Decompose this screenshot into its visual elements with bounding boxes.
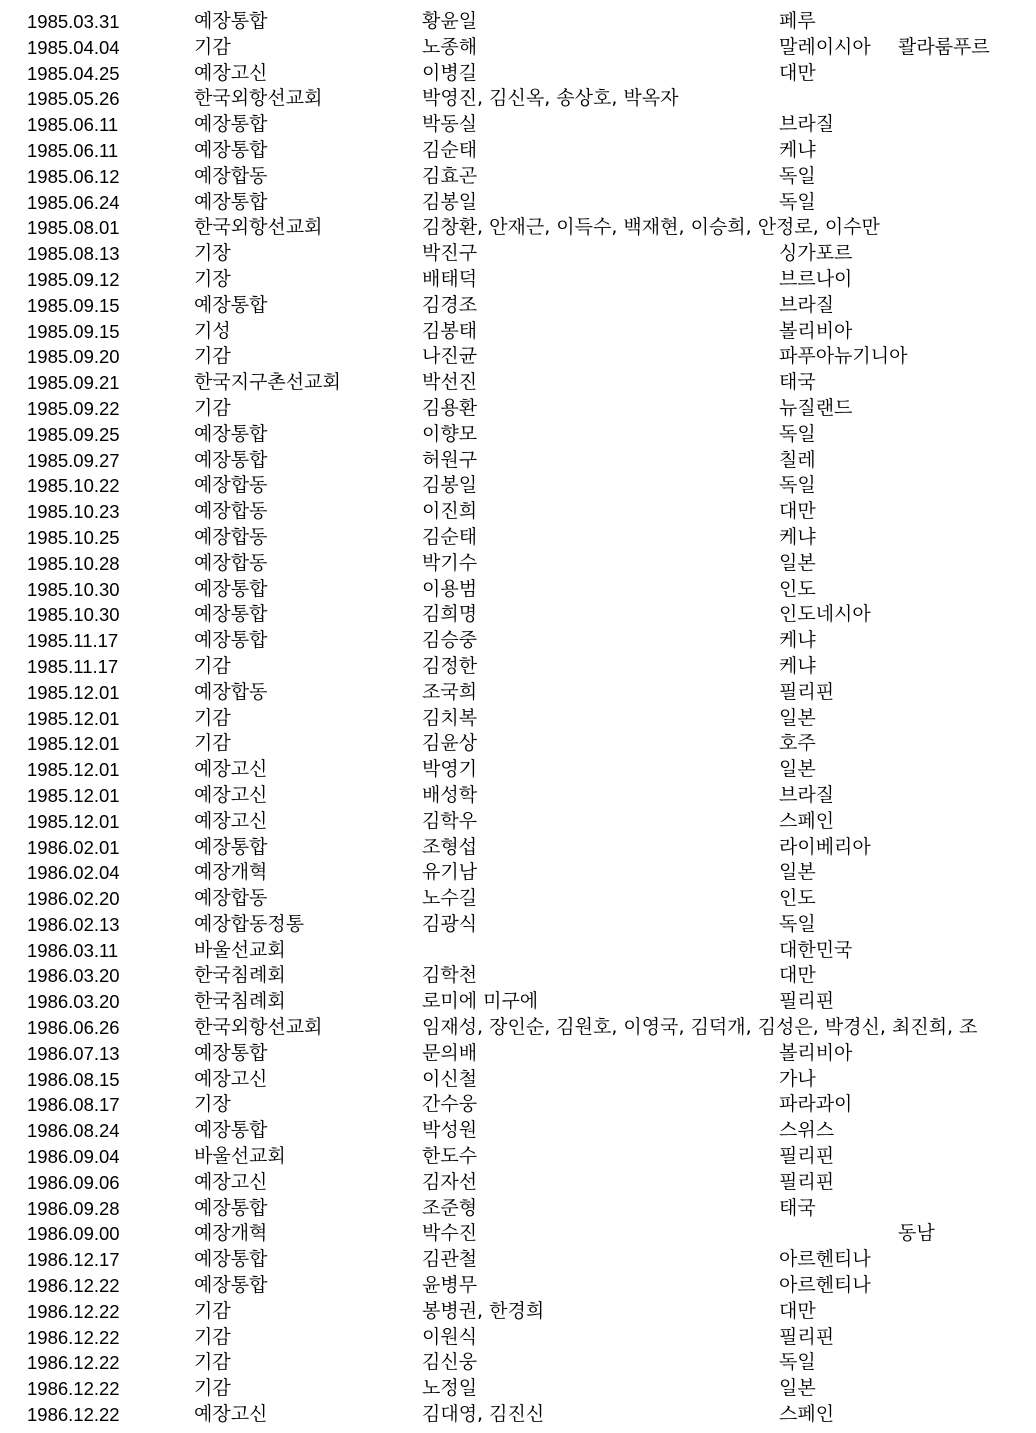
record-row xyxy=(0,1118,1036,1144)
record-country: 뉴질랜드 xyxy=(779,396,853,419)
record-row xyxy=(0,138,1036,164)
record-date: 1985.10.30 xyxy=(27,578,120,600)
record-names: 이향모 xyxy=(422,422,478,445)
record-country: 싱가포르 xyxy=(779,242,853,265)
record-organization: 기감 xyxy=(194,345,231,368)
record-country: 볼리비아 xyxy=(779,1041,853,1064)
record-date: 1985.06.24 xyxy=(27,191,120,213)
record-organization: 예장합동 xyxy=(194,551,268,574)
record-date: 1985.09.15 xyxy=(27,320,120,342)
record-country: 필리핀 xyxy=(779,1145,835,1168)
record-row xyxy=(0,344,1036,370)
record-country: 대만 xyxy=(779,964,816,987)
record-organization: 한국외항선교회 xyxy=(194,87,323,110)
record-names: 봉병권, 한경희 xyxy=(422,1299,545,1322)
record-row xyxy=(0,396,1036,422)
record-date: 1985.10.23 xyxy=(27,501,120,523)
record-date: 1986.08.15 xyxy=(27,1068,120,1090)
record-names: 김자선 xyxy=(422,1170,478,1193)
record-date: 1985.09.12 xyxy=(27,268,120,290)
record-organization: 예장고신 xyxy=(194,1403,268,1426)
record-row xyxy=(0,860,1036,886)
record-date: 1986.07.13 xyxy=(27,1042,120,1064)
record-country: 케냐 xyxy=(779,654,816,677)
record-row xyxy=(0,1350,1036,1376)
record-names: 이원식 xyxy=(422,1325,478,1348)
record-organization: 한국외항선교회 xyxy=(194,1016,323,1039)
record-names: 김봉태 xyxy=(422,319,478,342)
record-row xyxy=(0,499,1036,525)
record-names: 노종해 xyxy=(422,35,478,58)
record-organization: 예장고신 xyxy=(194,809,268,832)
record-date: 1985.09.25 xyxy=(27,423,120,445)
record-country: 브라질 xyxy=(779,113,835,136)
record-names: 김순태 xyxy=(422,525,478,548)
record-names: 박영기 xyxy=(422,758,478,781)
record-country: 대만 xyxy=(779,500,816,523)
record-country: 케냐 xyxy=(779,629,816,652)
record-organization: 예장통합 xyxy=(194,138,268,161)
record-names: 김학천 xyxy=(422,964,478,987)
record-date: 1985.11.17 xyxy=(27,655,119,677)
record-country: 브라질 xyxy=(779,293,835,316)
record-row xyxy=(0,1196,1036,1222)
record-country: 말레이시아 xyxy=(779,35,871,58)
record-country: 브라질 xyxy=(779,783,835,806)
record-organization: 예장통합 xyxy=(194,1248,268,1271)
record-organization: 기장 xyxy=(194,267,231,290)
record-country: 칠레 xyxy=(779,448,816,471)
record-names: 윤병무 xyxy=(422,1274,478,1297)
record-country: 파라과이 xyxy=(779,1093,853,1116)
record-organization: 바울선교회 xyxy=(194,938,286,961)
record-organization: 기감 xyxy=(194,732,231,755)
record-date: 1986.09.06 xyxy=(27,1171,120,1193)
record-row xyxy=(0,473,1036,499)
record-names: 조국희 xyxy=(422,680,478,703)
record-row xyxy=(0,1247,1036,1273)
record-names: 김용환 xyxy=(422,396,478,419)
record-date: 1985.11.17 xyxy=(27,630,119,652)
record-country: 일본 xyxy=(779,706,816,729)
record-names: 한도수 xyxy=(422,1145,478,1168)
record-organization: 예장고신 xyxy=(194,783,268,806)
record-names: 김신웅 xyxy=(422,1351,478,1374)
record-date: 1985.12.01 xyxy=(27,681,120,703)
record-organization: 한국지구촌선교회 xyxy=(194,371,341,394)
record-country: 일본 xyxy=(779,758,816,781)
record-row xyxy=(0,1325,1036,1351)
record-names: 나진균 xyxy=(422,345,478,368)
record-country: 필리핀 xyxy=(779,1170,835,1193)
record-row xyxy=(0,809,1036,835)
record-country: 일본 xyxy=(779,861,816,884)
record-date: 1986.08.24 xyxy=(27,1120,120,1142)
record-country: 페루 xyxy=(779,10,816,32)
record-row xyxy=(0,448,1036,474)
record-row xyxy=(0,370,1036,396)
record-country: 필리핀 xyxy=(779,990,835,1013)
record-country: 일본 xyxy=(779,1377,816,1400)
record-date: 1985.06.11 xyxy=(27,114,119,136)
record-row xyxy=(0,989,1036,1015)
record-organization: 기감 xyxy=(194,396,231,419)
record-names: 김창환, 안재근, 이득수, 백재현, 이승희, 안정로, 이수만 xyxy=(422,216,880,239)
record-row xyxy=(0,525,1036,551)
record-date: 1985.12.01 xyxy=(27,810,120,832)
record-organization: 기감 xyxy=(194,1299,231,1322)
record-names: 김대영, 김진신 xyxy=(422,1403,545,1426)
record-country: 브르나이 xyxy=(779,267,853,290)
record-row xyxy=(0,293,1036,319)
record-country: 스페인 xyxy=(779,809,835,832)
record-names: 황윤일 xyxy=(422,10,478,32)
record-date: 1986.03.20 xyxy=(27,965,120,987)
record-row xyxy=(0,912,1036,938)
record-organization: 예장통합 xyxy=(194,577,268,600)
record-date: 1986.12.22 xyxy=(27,1326,120,1348)
record-country: 일본 xyxy=(779,551,816,574)
record-list xyxy=(0,9,1036,1428)
record-organization: 예장통합 xyxy=(194,603,268,626)
record-date: 1985.04.04 xyxy=(27,36,120,58)
record-country: 독일 xyxy=(779,190,816,213)
record-row xyxy=(0,886,1036,912)
record-row xyxy=(0,1299,1036,1325)
record-row xyxy=(0,35,1036,61)
record-row xyxy=(0,1273,1036,1299)
record-country: 필리핀 xyxy=(779,680,835,703)
record-country: 독일 xyxy=(779,422,816,445)
record-row xyxy=(0,1376,1036,1402)
record-extra: 콸라룸푸르 xyxy=(898,35,990,58)
record-organization: 기감 xyxy=(194,706,231,729)
record-date: 1986.09.28 xyxy=(27,1197,120,1219)
record-row xyxy=(0,1144,1036,1170)
record-row xyxy=(0,1221,1036,1247)
record-organization: 한국침례회 xyxy=(194,964,286,987)
record-date: 1986.02.01 xyxy=(27,836,120,858)
record-names: 조준형 xyxy=(422,1196,478,1219)
record-country: 볼리비아 xyxy=(779,319,853,342)
record-country: 라이베리아 xyxy=(779,835,871,858)
record-organization: 예장통합 xyxy=(194,1119,268,1142)
record-date: 1985.12.01 xyxy=(27,707,120,729)
record-names: 조형섭 xyxy=(422,835,478,858)
record-date: 1986.12.22 xyxy=(27,1300,120,1322)
record-date: 1985.12.01 xyxy=(27,733,120,755)
record-country: 인도 xyxy=(779,887,816,910)
record-organization: 기감 xyxy=(194,1325,231,1348)
record-date: 1986.12.17 xyxy=(27,1249,120,1271)
record-country: 대만 xyxy=(779,61,816,84)
record-row xyxy=(0,1041,1036,1067)
record-date: 1986.12.22 xyxy=(27,1275,120,1297)
record-date: 1985.09.22 xyxy=(27,397,120,419)
record-names: 로미에 미구에 xyxy=(422,990,539,1013)
record-names: 김광식 xyxy=(422,912,478,935)
record-row xyxy=(0,938,1036,964)
record-organization: 예장통합 xyxy=(194,190,268,213)
record-date: 1986.03.11 xyxy=(27,939,119,961)
record-organization: 예장합동 xyxy=(194,474,268,497)
record-names: 임재성, 장인순, 김원호, 이영국, 김덕개, 김성은, 박경신, 최진희, 조 xyxy=(422,1016,978,1039)
record-row xyxy=(0,9,1036,35)
record-names: 김치복 xyxy=(422,706,478,729)
record-organization: 예장합동 xyxy=(194,680,268,703)
record-organization: 기장 xyxy=(194,242,231,265)
record-names: 김봉일 xyxy=(422,474,478,497)
record-country: 필리핀 xyxy=(779,1325,835,1348)
record-row xyxy=(0,1170,1036,1196)
record-date: 1985.04.25 xyxy=(27,62,120,84)
record-organization: 예장합동 xyxy=(194,887,268,910)
record-names: 김승중 xyxy=(422,629,478,652)
record-organization: 예장개혁 xyxy=(194,861,268,884)
record-date: 1985.09.15 xyxy=(27,294,120,316)
record-names: 유기남 xyxy=(422,861,478,884)
record-organization: 기감 xyxy=(194,35,231,58)
record-country: 독일 xyxy=(779,912,816,935)
record-country: 태국 xyxy=(779,1196,816,1219)
record-organization: 예장합동 xyxy=(194,525,268,548)
record-country: 호주 xyxy=(779,732,816,755)
record-names: 김윤상 xyxy=(422,732,478,755)
record-row xyxy=(0,422,1036,448)
record-row xyxy=(0,783,1036,809)
record-row xyxy=(0,577,1036,603)
record-organization: 예장합동 xyxy=(194,500,268,523)
record-row xyxy=(0,731,1036,757)
record-organization: 기감 xyxy=(194,654,231,677)
record-row xyxy=(0,319,1036,345)
record-country: 케냐 xyxy=(779,525,816,548)
record-country: 대만 xyxy=(779,1299,816,1322)
record-date: 1986.08.17 xyxy=(27,1094,120,1116)
record-date: 1985.09.20 xyxy=(27,346,120,368)
record-country: 가나 xyxy=(779,1067,816,1090)
record-row xyxy=(0,680,1036,706)
record-names: 이신철 xyxy=(422,1067,478,1090)
record-names: 박수진 xyxy=(422,1222,478,1245)
record-date: 1986.12.22 xyxy=(27,1378,120,1400)
record-row xyxy=(0,628,1036,654)
record-organization: 한국외항선교회 xyxy=(194,216,323,239)
record-organization: 예장통합 xyxy=(194,293,268,316)
record-organization: 예장통합 xyxy=(194,448,268,471)
record-date: 1986.12.22 xyxy=(27,1404,120,1426)
record-date: 1985.09.27 xyxy=(27,449,120,471)
record-country: 아르헨티나 xyxy=(779,1248,871,1271)
record-date: 1985.12.01 xyxy=(27,759,120,781)
record-country: 스페인 xyxy=(779,1403,835,1426)
record-organization: 기장 xyxy=(194,1093,231,1116)
record-organization: 바울선교회 xyxy=(194,1145,286,1168)
record-organization: 예장통합 xyxy=(194,1274,268,1297)
record-names: 문의배 xyxy=(422,1041,478,1064)
record-date: 1985.12.01 xyxy=(27,784,120,806)
record-names: 김순태 xyxy=(422,138,478,161)
record-names: 김봉일 xyxy=(422,190,478,213)
record-country: 아르헨티나 xyxy=(779,1274,871,1297)
record-country: 파푸아뉴기니아 xyxy=(779,345,908,368)
record-date: 1985.10.30 xyxy=(27,604,120,626)
record-names: 박동실 xyxy=(422,113,478,136)
record-row xyxy=(0,757,1036,783)
record-country: 대한민국 xyxy=(779,938,853,961)
record-row xyxy=(0,1067,1036,1093)
record-organization: 예장통합 xyxy=(194,835,268,858)
record-row xyxy=(0,190,1036,216)
record-names: 이병길 xyxy=(422,61,478,84)
record-row xyxy=(0,706,1036,732)
record-country: 케냐 xyxy=(779,138,816,161)
record-row xyxy=(0,215,1036,241)
record-row xyxy=(0,654,1036,680)
record-country: 독일 xyxy=(779,1351,816,1374)
record-names: 이진희 xyxy=(422,500,478,523)
record-country: 인도 xyxy=(779,577,816,600)
record-country: 스위스 xyxy=(779,1119,835,1142)
record-organization: 예장통합 xyxy=(194,1196,268,1219)
record-organization: 예장통합 xyxy=(194,113,268,136)
record-organization: 예장통합 xyxy=(194,422,268,445)
record-row xyxy=(0,1015,1036,1041)
record-organization: 기성 xyxy=(194,319,231,342)
record-names: 김경조 xyxy=(422,293,478,316)
record-organization: 예장고신 xyxy=(194,758,268,781)
record-names: 김관철 xyxy=(422,1248,478,1271)
record-organization: 예장고신 xyxy=(194,61,268,84)
record-row xyxy=(0,61,1036,87)
record-organization: 예장통합 xyxy=(194,10,268,32)
record-country: 독일 xyxy=(779,474,816,497)
record-names: 허원구 xyxy=(422,448,478,471)
record-date: 1986.06.26 xyxy=(27,1017,120,1039)
record-row xyxy=(0,112,1036,138)
record-row xyxy=(0,963,1036,989)
record-date: 1985.08.13 xyxy=(27,243,120,265)
record-organization: 예장개혁 xyxy=(194,1222,268,1245)
record-organization: 예장합동 xyxy=(194,164,268,187)
record-organization: 예장고신 xyxy=(194,1170,268,1193)
record-date: 1986.12.22 xyxy=(27,1352,120,1374)
record-date: 1986.02.20 xyxy=(27,888,120,910)
record-names: 김학우 xyxy=(422,809,478,832)
record-date: 1985.05.26 xyxy=(27,88,120,110)
record-names: 박진구 xyxy=(422,242,478,265)
record-organization: 기감 xyxy=(194,1351,231,1374)
record-row xyxy=(0,241,1036,267)
record-names: 박선진 xyxy=(422,371,478,394)
record-organization: 한국침례회 xyxy=(194,990,286,1013)
record-organization: 예장고신 xyxy=(194,1067,268,1090)
record-date: 1985.10.22 xyxy=(27,475,120,497)
record-date: 1986.09.00 xyxy=(27,1223,120,1245)
record-row xyxy=(0,1092,1036,1118)
record-names: 박성원 xyxy=(422,1119,478,1142)
record-organization: 기감 xyxy=(194,1377,231,1400)
record-names: 노수길 xyxy=(422,887,478,910)
record-date: 1986.02.04 xyxy=(27,862,120,884)
record-organization: 예장합동정통 xyxy=(194,912,305,935)
record-extra: 동남 xyxy=(898,1222,935,1245)
record-names: 김희명 xyxy=(422,603,478,626)
record-names: 배성학 xyxy=(422,783,478,806)
record-country: 태국 xyxy=(779,371,816,394)
record-row xyxy=(0,86,1036,112)
record-names: 박기수 xyxy=(422,551,478,574)
record-organization: 예장통합 xyxy=(194,1041,268,1064)
record-date: 1985.09.21 xyxy=(27,372,120,394)
record-date: 1985.06.11 xyxy=(27,139,119,161)
record-row xyxy=(0,164,1036,190)
record-row xyxy=(0,267,1036,293)
record-date: 1985.10.25 xyxy=(27,526,120,548)
record-date: 1985.03.31 xyxy=(27,11,120,32)
record-date: 1986.02.13 xyxy=(27,913,120,935)
record-row xyxy=(0,1402,1036,1428)
record-organization: 예장통합 xyxy=(194,629,268,652)
record-country: 독일 xyxy=(779,164,816,187)
record-names: 김효곤 xyxy=(422,164,478,187)
record-names: 이용범 xyxy=(422,577,478,600)
record-row xyxy=(0,602,1036,628)
record-date: 1986.09.04 xyxy=(27,1146,120,1168)
record-names: 배태덕 xyxy=(422,267,478,290)
record-date: 1985.08.01 xyxy=(27,217,120,239)
record-names: 김정한 xyxy=(422,654,478,677)
record-country: 인도네시아 xyxy=(779,603,871,626)
record-date: 1985.10.28 xyxy=(27,552,120,574)
record-row xyxy=(0,835,1036,861)
record-date: 1986.03.20 xyxy=(27,991,120,1013)
record-row xyxy=(0,551,1036,577)
record-names: 간수웅 xyxy=(422,1093,478,1116)
record-names: 박영진, 김신옥, 송상호, 박옥자 xyxy=(422,87,679,110)
record-date: 1985.06.12 xyxy=(27,165,120,187)
record-names: 노정일 xyxy=(422,1377,478,1400)
